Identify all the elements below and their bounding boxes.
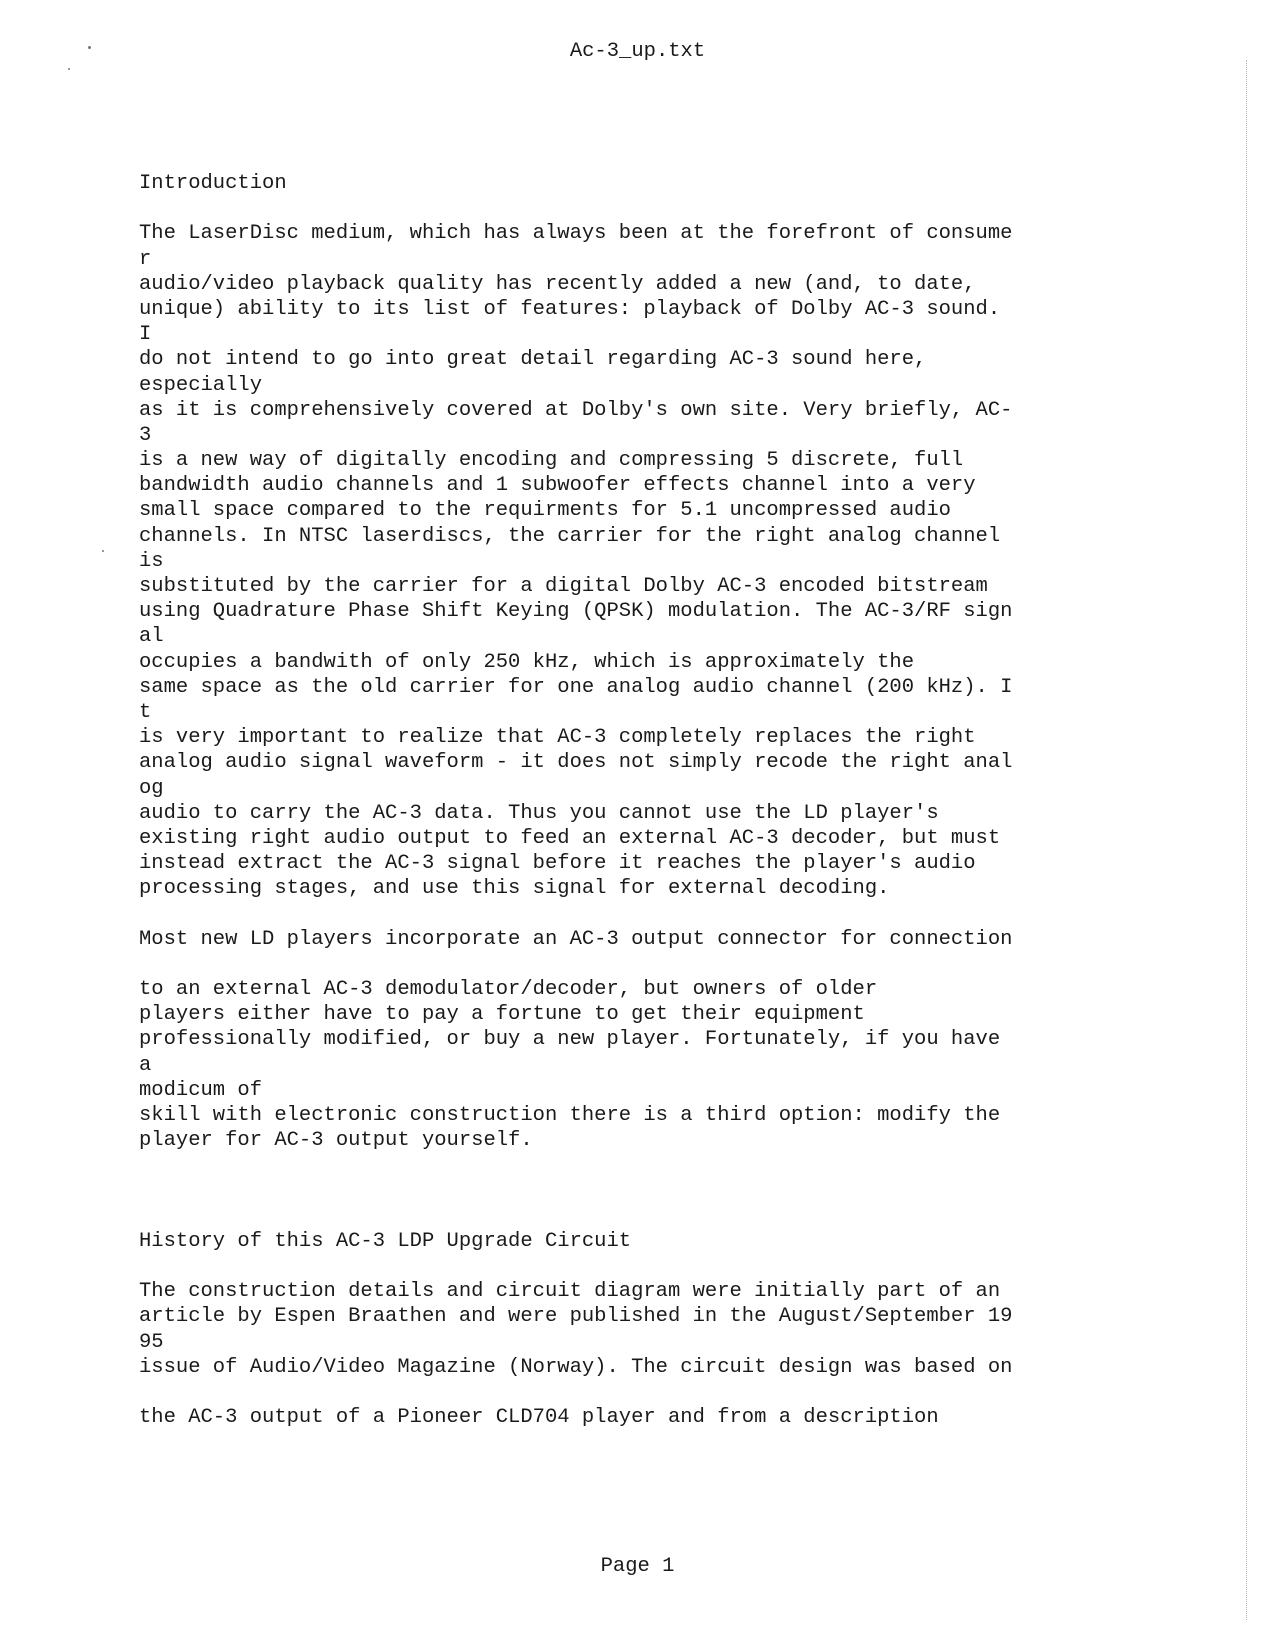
text-line: The construction details and circuit diagram were initially part of an [139, 1280, 1001, 1304]
text-line: Most new LD players incorporate an AC-3 output connector for connection [139, 927, 1013, 951]
text-line: 3 [139, 423, 152, 447]
blank-line [139, 1179, 1139, 1204]
text-line: player for AC-3 output yourself. [139, 1129, 533, 1153]
text-line: especially [139, 373, 263, 397]
blank-line [139, 1254, 1139, 1279]
text-line: audio/video playback quality has recently added a new (and, to date, [139, 272, 976, 296]
text-line: same space as the old carrier for one analog audio channel (200 kHz). I [139, 675, 1013, 699]
text-line: The LaserDisc medium, which has always been at the forefront of consume [139, 222, 1013, 246]
text-line: channels. In NTSC laserdiscs, the carrier for the right analog channel [139, 524, 1001, 548]
text-line: small space compared to the requirments for 5.1 uncompressed audio [139, 499, 951, 523]
text-line: the AC-3 output of a Pioneer CLD704 player and from a description [139, 1406, 939, 1430]
text-line: to an external AC-3 demodulator/decoder, but owners of older [139, 978, 878, 1001]
scan-speck [88, 46, 91, 49]
blank-line [139, 196, 1139, 221]
text-line: History of this AC-3 LDP Upgrade Circuit [139, 1229, 632, 1253]
blank-line [139, 952, 1139, 977]
text-line: article by Espen Braathen and were published in the August/September 19 [139, 1305, 1013, 1329]
text-line: analog audio signal waveform - it does not simply recode the right anal [139, 751, 1013, 775]
text-line: t [139, 700, 152, 724]
blank-line [139, 1153, 1139, 1178]
text-line: using Quadrature Phase Shift Keying (QPSK) modulation. The AC-3/RF sign [139, 600, 1013, 624]
page-header-title: Ac-3_up.txt [569, 40, 706, 63]
text-line: skill with electronic construction there is a third option: modify the [139, 1103, 1001, 1127]
text-line: og [139, 776, 164, 800]
scan-edge-mark [1246, 60, 1247, 1620]
document-body [139, 171, 1139, 1430]
text-line: is [139, 549, 164, 573]
text-line: professionally modified, or buy a new player. Fortunately, if you have [139, 1028, 1001, 1052]
blank-line [139, 1380, 1139, 1405]
text-line: 95 [139, 1330, 164, 1354]
text-line: players either have to pay a fortune to get their equipment [139, 1003, 865, 1027]
scan-speck [68, 68, 70, 70]
text-line: al [139, 625, 164, 649]
text-line: substituted by the carrier for a digital Dolby AC-3 encoded bitstream [139, 575, 988, 598]
blank-line [139, 901, 1139, 926]
text-line: I [139, 323, 152, 347]
text-line: do not intend to go into great detail regarding AC-3 sound here, [139, 348, 927, 372]
text-line: audio to carry the AC-3 data. Thus you cannot use the LD player's [139, 801, 939, 825]
text-line: modicum of [139, 1078, 263, 1102]
text-line: issue of Audio/Video Magazine (Norway). The circuit design was based on [139, 1355, 1013, 1379]
text-line: instead extract the AC-3 signal before it reaches the player's audio [139, 852, 976, 876]
text-line: is a new way of digitally encoding and compressing 5 discrete, full [139, 449, 964, 473]
text-line: as it is comprehensively covered at Dolby's own site. Very briefly, AC- [139, 398, 1013, 422]
blank-line [139, 1204, 1139, 1229]
text-line: r [139, 247, 152, 271]
text-line: Introduction [139, 172, 287, 195]
text-line: processing stages, and use this signal for external decoding. [139, 877, 890, 901]
text-line: occupies a bandwith of only 250 kHz, which is approximately the [139, 650, 915, 674]
page-footer: Page 1 [600, 1555, 675, 1578]
scan-speck [102, 550, 104, 552]
text-line: a [139, 1053, 152, 1077]
text-line: unique) ability to its list of features: playback of Dolby AC-3 sound. [139, 297, 1001, 321]
text-line: bandwidth audio channels and 1 subwoofer effects channel into a very [139, 474, 976, 498]
text-line: existing right audio output to feed an external AC-3 decoder, but must [139, 826, 1001, 850]
text-line: is very important to realize that AC-3 completely replaces the right [139, 726, 976, 750]
